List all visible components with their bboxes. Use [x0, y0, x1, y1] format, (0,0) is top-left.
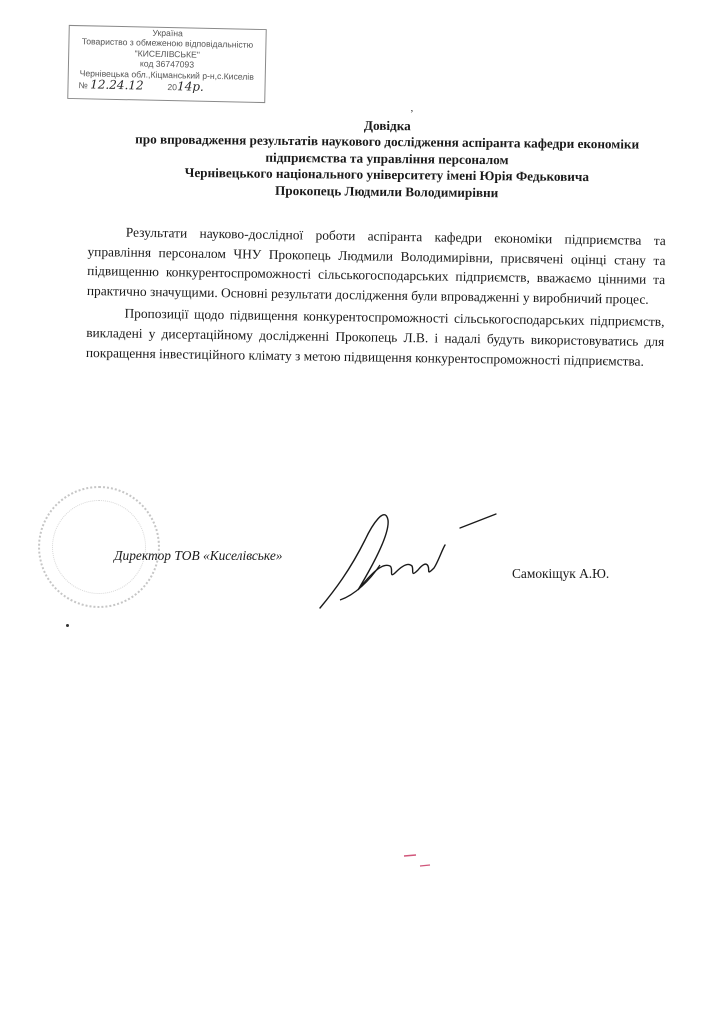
stamp-year-prefix: 20: [167, 82, 178, 93]
title-line-4: Чернівецького національного університету імені Юрія Федьковича: [184, 165, 590, 185]
body-paragraph-1: Результати науково-дослідної роботи аспіранта кафедри економіки підприємства та управління персоналом ЧНУ Прокопець Людмили Володимирівни, присвячені оцінці стану та підвищенню конкурентоспроможності сільськогосподарських підприємств, вважаємо цінними та практично значущими. Основні результати дослідження були впровадженні у виробничий процес.: [86, 224, 666, 307]
title-line-2: про впровадження результатів наукового дослідження аспіранта кафедри економіки: [135, 131, 640, 153]
handwritten-signature: [310, 500, 510, 620]
stamp-country: Україна: [152, 27, 183, 39]
stamp-year-value: 14р.: [176, 79, 204, 94]
stamp-number-prefix: №: [78, 80, 88, 91]
signatory-name: Самокіщук А.Ю.: [512, 566, 610, 581]
stamp-number-value: 12.24.12: [90, 77, 144, 93]
title-line-5: Прокопець Людмили Володимирівни: [274, 182, 499, 200]
signatory-role: Директор ТОВ «Киселівське»: [114, 548, 283, 563]
document-body: [86, 222, 666, 371]
body-paragraph-2: Пропозиції щодо підвищення конкурентоспроможності сільськогосподарських підприємств, викладені у дисертаційному дослідженні Прокопець Л.В. і надалі будуть використовуватись для покращення інвестиційного клімату з метою підвищення конкурентоспроможності підприємства.: [85, 305, 665, 369]
tick-mark: ʼ: [410, 108, 414, 120]
stamp-address: Чернівецька обл.,Кіцманський р-н,с.Киселів: [79, 67, 254, 82]
stamp-company-name: "КИСЕЛІВСЬКЕ": [134, 48, 200, 60]
registration-stamp: [67, 25, 267, 103]
margin-dot: [66, 624, 69, 627]
title-heading: Довідка: [363, 117, 411, 134]
document-title: [92, 115, 683, 203]
stamp-company-type: Товариство з обмеженою відповідальністю: [81, 36, 254, 51]
stray-marks: [400, 850, 440, 880]
title-line-3: підприємства та управління персоналом: [265, 149, 509, 168]
round-seal: [38, 486, 160, 608]
stamp-code: код 36747093: [139, 58, 195, 70]
